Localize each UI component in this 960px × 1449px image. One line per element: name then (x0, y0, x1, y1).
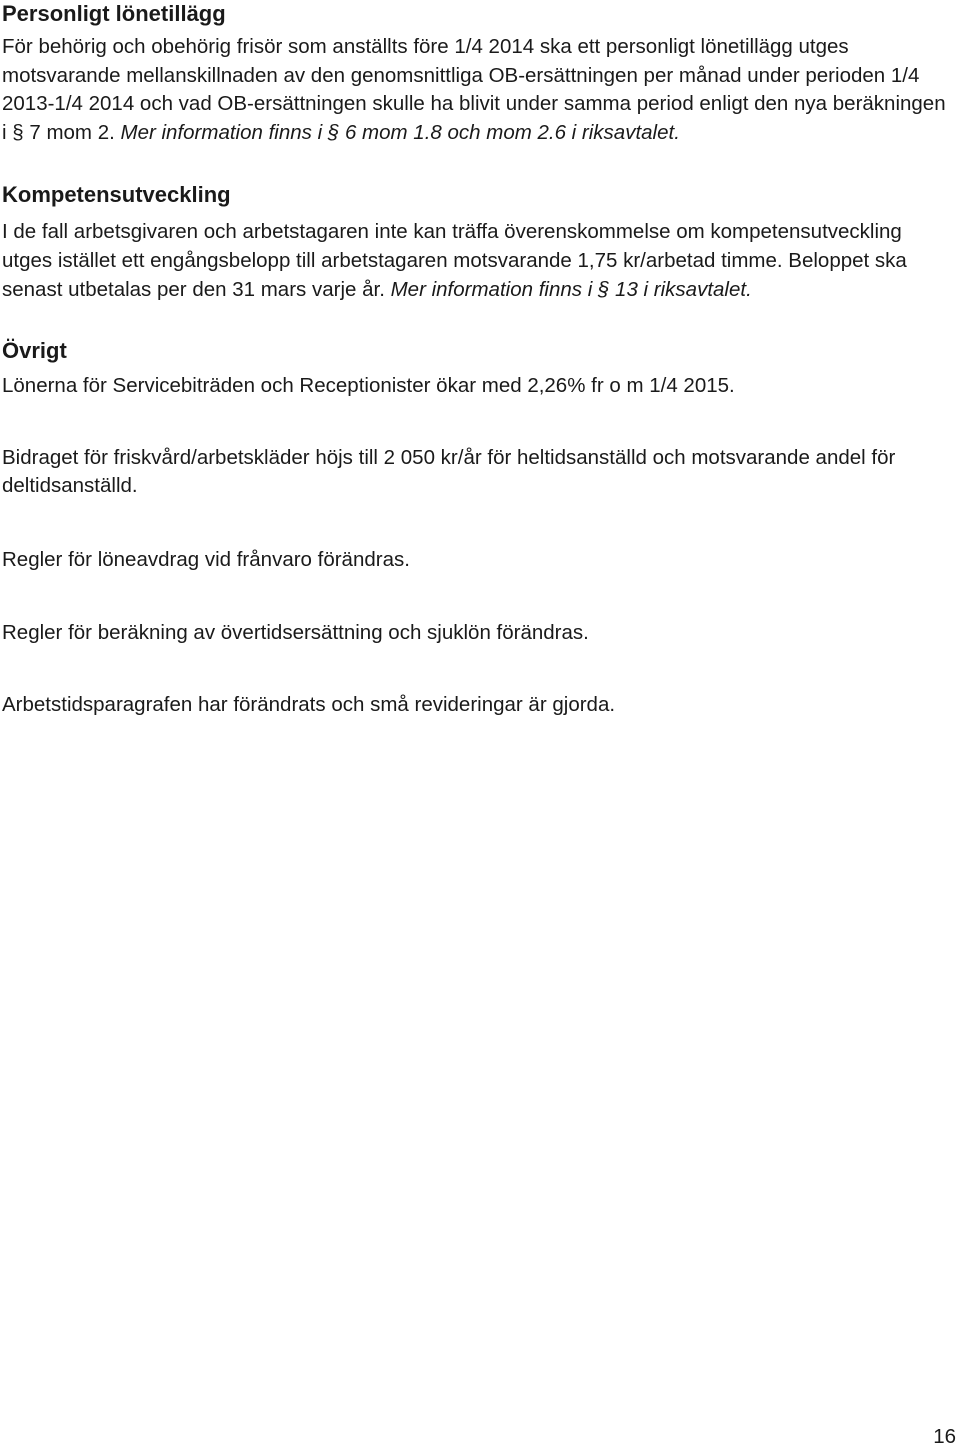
paragraph-text: I de fall arbetsgivaren och arbetstagaren inte kan träffa överenskommelse om kompetensutveckling utges istället ett engångsbelopp till arbetstagaren motsvarande 1,75 kr/arbetad timme. Beloppet ska senast utbetalas per den 31 mars varje år. (2, 220, 907, 301)
reference-note: Mer information finns i § 13 i riksavtalet. (390, 277, 752, 301)
section-heading-personligt-lonetillagg: Personligt lönetillägg (2, 1, 226, 26)
ovrigt-paragraph-loner: Lönerna för Servicebiträden och Receptionister ökar med 2,26% fr o m 1/4 2015. (2, 374, 735, 398)
section-paragraph-personligt-lonetillagg (2, 33, 952, 147)
document-content (2, 0, 952, 720)
section-heading-kompetensutveckling: Kompetensutveckling (2, 182, 231, 208)
section-heading-ovrigt: Övrigt (2, 338, 67, 364)
page-number: 16 (933, 1425, 956, 1448)
paragraph-text: För behörig och obehörig frisör som anställts före 1/4 2014 ska ett personligt lönetillägg utges motsvarande mellanskillnaden av den genomsnittliga OB-ersättningen per månad under perioden 1/4 2013-1/4 2014 och vad OB-ersättningen skulle ha blivit under samma period enligt den nya beräkningen i § 7 mom 2. (2, 35, 946, 144)
ovrigt-paragraph-friskvard: Bidraget för friskvård/arbetskläder höjs till 2 050 kr/år för heltidsanställd och motsvarande andel för deltidsanställd. (2, 445, 896, 498)
ovrigt-paragraph-arbetstid: Arbetstidsparagrafen har förändrats och små revideringar är gjorda. (2, 693, 616, 717)
ovrigt-paragraph-overtid: Regler för beräkning av övertidsersättning och sjuklön förändras. (2, 620, 589, 644)
section-paragraph-kompetensutveckling (2, 218, 952, 304)
ovrigt-paragraph-loneavdrag: Regler för löneavdrag vid frånvaro förändras. (2, 547, 410, 571)
reference-note: Mer information finns i § 6 mom 1.8 och mom 2.6 i riksavtalet. (120, 120, 680, 144)
